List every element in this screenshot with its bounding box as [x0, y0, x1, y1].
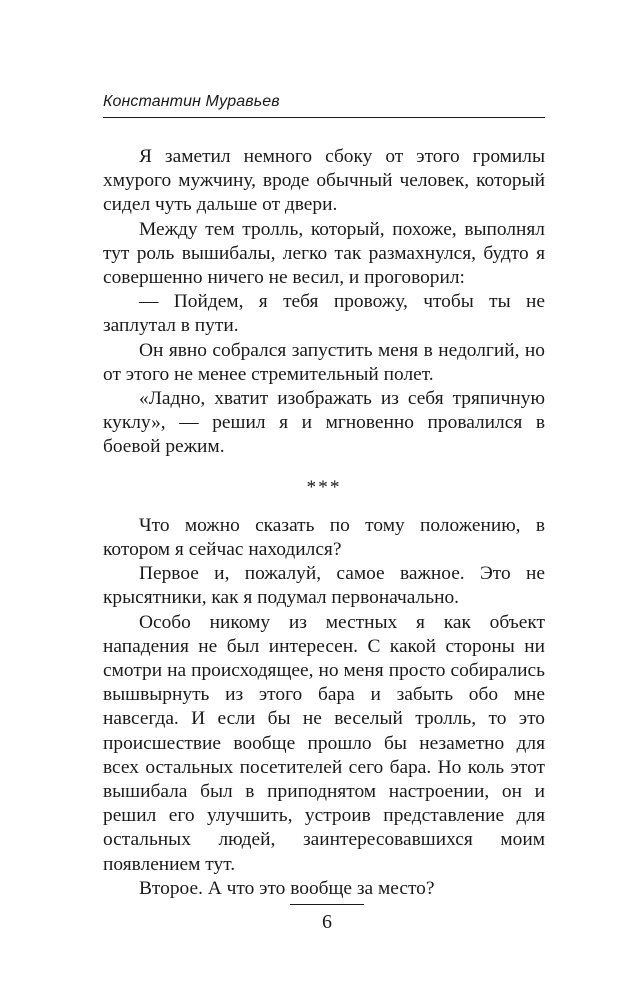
body-text	[103, 145, 545, 901]
paragraph: «Ладно, хватит изображать из себя тряпичную куклу», — решил я и мгновенно провалился в боевой режим.	[103, 388, 545, 458]
page-number: 6	[322, 911, 332, 933]
header-rule	[103, 117, 545, 118]
paragraph: Первое и, пожалуй, самое важное. Это не крысятники, как я подумал первоначально.	[103, 563, 545, 609]
footer-rule	[290, 904, 364, 905]
section-separator: ***	[306, 476, 342, 498]
paragraph: Между тем тролль, который, похоже, выполнял тут роль вышибалы, легко так размахнулся, будто я совершенно ничего не весил, и проговорил:	[103, 218, 545, 289]
paragraph: — Пойдем, я тебя провожу, чтобы ты не заплутал в пути.	[103, 291, 545, 337]
paragraph: Второе. А что это вообще за место?	[139, 877, 435, 899]
paragraph: Что можно сказать по тому положению, в котором я сейчас находился?	[103, 514, 545, 561]
paragraph: Особо никому из местных я как объект нападения не был интересен. С какой стороны ни смотри на происходящее, но меня просто собирались вышвырнуть из этого бара и забыть обо мне навсегда. И если бы не веселый тролль, то это происшествие вообще прошло бы незаметно для всех остальных посетителей сего бара. Но коль этот вышибала был в приподнятом настроении, он и решил его улучшить, устроив представление для остальных людей, заинтересовавшихся моим появлением тут.	[103, 611, 545, 875]
running-head-author: Константин Муравьев	[103, 93, 280, 110]
paragraph: Он явно собрался запустить меня в недолгий, но от этого не менее стремительный полет.	[103, 339, 545, 385]
paragraph: Я заметил немного сбоку от этого громилы хмурого мужчину, вроде обычный человек, который сидел чуть дальше от двери.	[103, 146, 545, 216]
